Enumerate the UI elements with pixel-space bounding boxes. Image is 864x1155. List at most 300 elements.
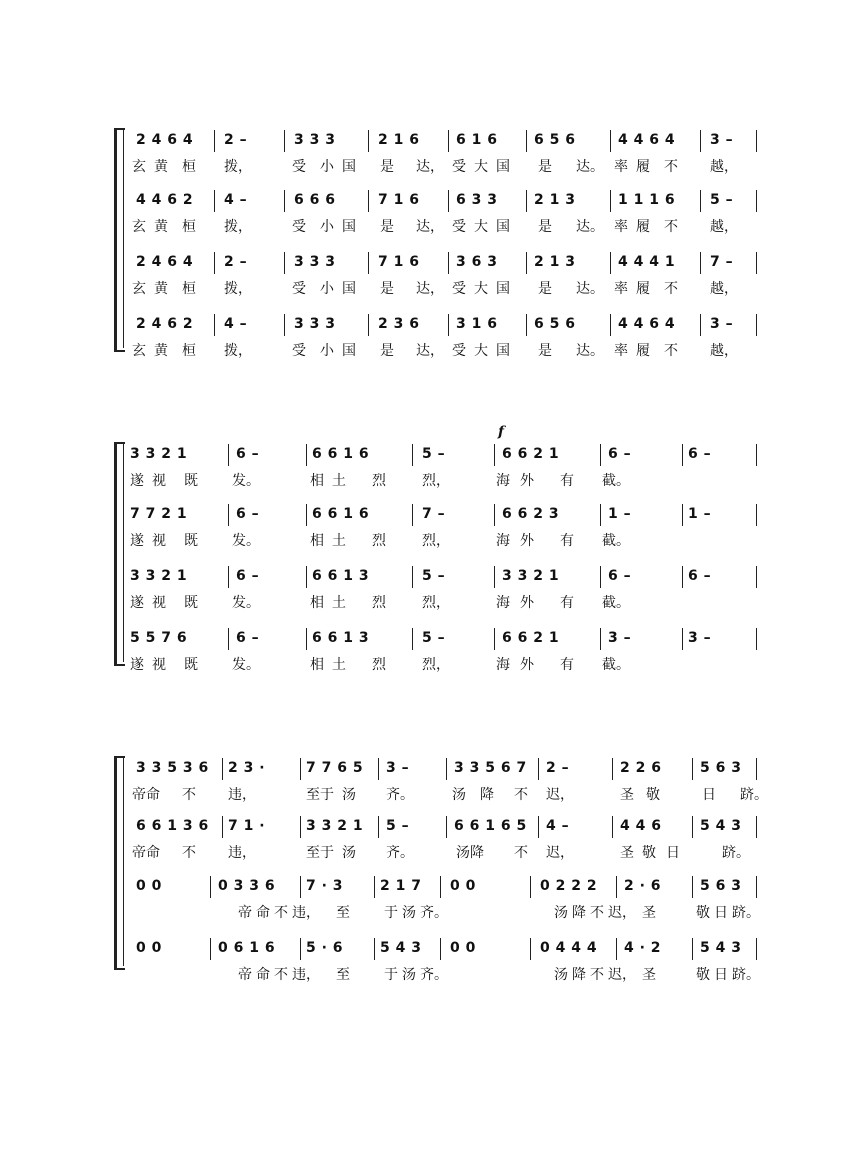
lyric: 于	[384, 967, 398, 983]
lyric: 黄	[154, 281, 168, 297]
lyric: 圣	[620, 787, 634, 803]
measure: 6 –	[688, 446, 712, 462]
measure: 2 1 7	[380, 878, 422, 894]
measure: 6 6 1 3 6	[136, 818, 209, 834]
measure: 1 1 1 6	[618, 192, 676, 208]
lyric: 遂	[130, 595, 144, 611]
measure: 2 –	[224, 132, 248, 148]
measure: 6 –	[236, 446, 260, 462]
lyric: 至于	[306, 845, 334, 861]
lyric: 烈，	[422, 657, 450, 673]
lyric: 汤	[554, 905, 568, 921]
measure: 6 –	[236, 568, 260, 584]
lyric: 烈，	[422, 595, 450, 611]
measure: 3 3 5 3 6	[136, 760, 209, 776]
measure: 5 4 3	[380, 940, 422, 956]
measure: 0 3 3 6	[218, 878, 276, 894]
lyric: 拨，	[224, 159, 252, 175]
lyric: 不	[590, 967, 604, 983]
measure: 3 3 3	[294, 254, 336, 270]
lyric: 国	[342, 343, 356, 359]
measure: 5 –	[422, 446, 446, 462]
lyric: 达，	[416, 281, 444, 297]
lyric: 受	[292, 219, 306, 235]
lyric: 越，	[710, 219, 738, 235]
measure: 3 6 3	[456, 254, 498, 270]
system-3	[118, 756, 768, 996]
lyric: 日	[714, 905, 728, 921]
lyric: 截。	[602, 657, 630, 673]
lyric: 小	[320, 219, 334, 235]
lyric: 国	[342, 219, 356, 235]
lyric: 率	[614, 281, 628, 297]
lyric: 土	[332, 657, 346, 673]
lyric: 海	[496, 595, 510, 611]
lyric: 违，	[228, 845, 256, 861]
measure: 6 6 1 6	[312, 446, 370, 462]
measure: 3 –	[710, 132, 734, 148]
lyric: 齐。	[386, 787, 414, 803]
measure: 6 6 6	[294, 192, 336, 208]
lyric: 受	[292, 159, 306, 175]
measure: 6 –	[236, 630, 260, 646]
lyric: 跻。	[732, 967, 760, 983]
lyric: 命	[256, 967, 270, 983]
voice-line-1	[130, 128, 758, 190]
measure: 6 6 1 6 5	[454, 818, 527, 834]
lyric: 既	[184, 533, 198, 549]
lyric: 遂	[130, 657, 144, 673]
lyric: 不	[182, 787, 196, 803]
lyric: 视	[152, 595, 166, 611]
measure: 6 5 6	[534, 132, 576, 148]
lyric: 黄	[154, 159, 168, 175]
measure: 5 6 3	[700, 760, 742, 776]
lyric: 汤	[402, 967, 416, 983]
lyric: 不	[664, 219, 678, 235]
lyrics-row	[130, 902, 758, 924]
lyric: 玄	[132, 343, 146, 359]
lyric: 不	[664, 281, 678, 297]
lyric: 不	[514, 787, 528, 803]
measure: 0 0	[136, 940, 162, 956]
lyric: 汤	[554, 967, 568, 983]
lyric: 国	[496, 219, 510, 235]
measure: 7 7 2 1	[130, 506, 188, 522]
lyric: 越，	[710, 281, 738, 297]
lyric: 国	[342, 281, 356, 297]
dynamic-forte-mark: f	[498, 424, 505, 440]
measure: 2 –	[224, 254, 248, 270]
measure: 0 6 1 6	[218, 940, 276, 956]
measure: 6 5 6	[534, 316, 576, 332]
lyric: 达。	[576, 343, 604, 359]
lyric: 汤降	[456, 845, 484, 861]
measure: 3 –	[710, 316, 734, 332]
voice-line-4	[130, 312, 758, 374]
lyric: 迟，	[608, 967, 636, 983]
measure: 0 0	[450, 940, 476, 956]
lyric: 国	[496, 159, 510, 175]
lyric: 受	[452, 159, 466, 175]
lyric: 是	[380, 219, 394, 235]
measure: 5 6 3	[700, 878, 742, 894]
lyric: 黄	[154, 343, 168, 359]
lyric: 遂	[130, 533, 144, 549]
lyric: 受	[292, 343, 306, 359]
lyric: 小	[320, 281, 334, 297]
measure: 4 · 2	[624, 940, 662, 956]
lyric: 国	[496, 281, 510, 297]
lyric: 是	[538, 219, 552, 235]
lyric: 海	[496, 473, 510, 489]
lyric: 截。	[602, 473, 630, 489]
measure: 2 2 6	[620, 760, 662, 776]
lyric: 遂	[130, 473, 144, 489]
lyrics-row	[130, 842, 758, 864]
lyrics-row	[130, 592, 758, 614]
measure: 2 4 6 2	[136, 316, 194, 332]
lyric: 玄	[132, 159, 146, 175]
measure: 4 4 6 2	[136, 192, 194, 208]
lyric: 圣	[620, 845, 634, 861]
lyric: 迟，	[546, 787, 574, 803]
lyric: 桓	[182, 219, 196, 235]
notation-row	[130, 756, 758, 782]
measure: 4 4 6 4	[618, 316, 676, 332]
measure: 2 4 6 4	[136, 254, 194, 270]
lyric: 黄	[154, 219, 168, 235]
lyric: 外	[520, 657, 534, 673]
lyric: 土	[332, 595, 346, 611]
lyric: 至	[336, 967, 350, 983]
lyric: 违，	[228, 787, 256, 803]
measure: 4 4 4 1	[618, 254, 676, 270]
lyric: 日	[666, 845, 680, 861]
lyric: 外	[520, 533, 534, 549]
lyrics-row	[130, 156, 758, 178]
lyric: 跻。	[732, 905, 760, 921]
lyric: 日	[702, 787, 716, 803]
lyric: 达，	[416, 343, 444, 359]
notation-row	[130, 502, 758, 528]
lyric: 截。	[602, 595, 630, 611]
measure: 7 –	[710, 254, 734, 270]
measure: 6 –	[608, 446, 632, 462]
lyric: 有	[560, 473, 574, 489]
lyric: 有	[560, 657, 574, 673]
lyric: 海	[496, 533, 510, 549]
lyric: 既	[184, 657, 198, 673]
measure: 0 0	[136, 878, 162, 894]
system-barline	[123, 756, 124, 966]
measure: 1 –	[688, 506, 712, 522]
notation-row	[130, 188, 758, 214]
measure: 4 –	[224, 192, 248, 208]
measure: 4 4 6	[620, 818, 662, 834]
lyric: 截。	[602, 533, 630, 549]
notation-row	[130, 250, 758, 276]
lyrics-row	[130, 784, 768, 806]
lyric: 达，	[416, 159, 444, 175]
lyric: 率	[614, 159, 628, 175]
lyric: 履	[636, 219, 650, 235]
lyric: 汤	[342, 845, 356, 861]
lyric: 敬	[646, 787, 660, 803]
lyric: 履	[636, 281, 650, 297]
measure: 7 –	[422, 506, 446, 522]
measure: 1 –	[608, 506, 632, 522]
lyric: 帝命	[132, 787, 160, 803]
lyric: 土	[332, 473, 346, 489]
measure: 3 –	[688, 630, 712, 646]
measure: 3 3 3	[294, 132, 336, 148]
voice-line-3	[130, 874, 758, 936]
lyric: 烈	[372, 657, 386, 673]
lyrics-row	[130, 340, 758, 362]
lyric: 率	[614, 343, 628, 359]
measure: 3 –	[608, 630, 632, 646]
lyric: 汤	[342, 787, 356, 803]
measure: 5 –	[710, 192, 734, 208]
lyric: 大	[474, 281, 488, 297]
measure: 6 –	[236, 506, 260, 522]
lyric: 不	[664, 159, 678, 175]
lyric: 桓	[182, 343, 196, 359]
measure: 3 3 2 1	[130, 568, 188, 584]
notation-row	[130, 814, 758, 840]
lyric: 不	[182, 845, 196, 861]
lyric: 敬	[696, 905, 710, 921]
lyric: 跻。	[722, 845, 750, 861]
lyric: 是	[380, 159, 394, 175]
lyrics-row	[130, 470, 758, 492]
lyric: 外	[520, 595, 534, 611]
lyric: 发。	[232, 657, 260, 673]
measure: 3 3 2 1	[306, 818, 364, 834]
lyric: 跻。	[740, 787, 768, 803]
measure: 7 1 6	[378, 192, 420, 208]
measure: 2 3 6	[378, 316, 420, 332]
lyric: 越，	[710, 159, 738, 175]
lyric: 大	[474, 159, 488, 175]
lyric: 不	[590, 905, 604, 921]
lyric: 大	[474, 343, 488, 359]
measure: 3 3 2 1	[502, 568, 560, 584]
lyric: 受	[452, 219, 466, 235]
notation-row	[130, 128, 758, 154]
notation-row	[130, 874, 758, 900]
lyric: 既	[184, 473, 198, 489]
measure: 2 1 3	[534, 254, 576, 270]
measure: 5 5 7 6	[130, 630, 188, 646]
system-barline	[123, 442, 124, 662]
lyric: 日	[714, 967, 728, 983]
measure: 7 · 3	[306, 878, 344, 894]
lyric: 发。	[232, 473, 260, 489]
measure: 6 6 2 3	[502, 506, 560, 522]
measure: 4 4 6 4	[618, 132, 676, 148]
lyric: 履	[636, 159, 650, 175]
lyric: 受	[292, 281, 306, 297]
lyrics-row	[130, 278, 758, 300]
lyric: 有	[560, 595, 574, 611]
measure: 0 4 4 4	[540, 940, 598, 956]
lyric: 圣	[642, 905, 656, 921]
lyric: 土	[332, 533, 346, 549]
lyric: 烈	[372, 533, 386, 549]
voice-line-2	[130, 814, 758, 876]
system-barline	[123, 128, 124, 348]
lyric: 是	[538, 159, 552, 175]
lyric: 不	[274, 967, 288, 983]
lyric: 达。	[576, 219, 604, 235]
lyrics-row	[130, 216, 758, 238]
lyric: 相	[310, 473, 324, 489]
measure: 5 –	[422, 630, 446, 646]
lyric: 命	[256, 905, 270, 921]
voice-line-2	[130, 188, 758, 250]
lyric: 达。	[576, 159, 604, 175]
lyric: 相	[310, 595, 324, 611]
lyric: 玄	[132, 281, 146, 297]
measure: 6 6 2 1	[502, 630, 560, 646]
measure: 3 –	[386, 760, 410, 776]
measure: 6 6 2 1	[502, 446, 560, 462]
lyric: 拨，	[224, 343, 252, 359]
notation-row	[130, 442, 758, 468]
lyric: 违，	[292, 905, 320, 921]
measure: 3 3 5 6 7	[454, 760, 527, 776]
measure: 6 3 3	[456, 192, 498, 208]
notation-row	[130, 312, 758, 338]
lyric: 海	[496, 657, 510, 673]
lyric: 越，	[710, 343, 738, 359]
lyric: 是	[538, 343, 552, 359]
lyric: 迟，	[608, 905, 636, 921]
lyric: 拨，	[224, 281, 252, 297]
notation-row	[130, 936, 758, 962]
measure: 2 1 6	[378, 132, 420, 148]
lyric: 圣	[642, 967, 656, 983]
lyric: 敬	[696, 967, 710, 983]
notation-row	[130, 626, 758, 652]
lyric: 率	[614, 219, 628, 235]
lyric: 齐。	[420, 905, 448, 921]
measure: 6 –	[608, 568, 632, 584]
lyric: 履	[636, 343, 650, 359]
lyric: 敬	[642, 845, 656, 861]
measure: 2 –	[546, 760, 570, 776]
measure: 5 4 3	[700, 940, 742, 956]
measure: 5 · 6	[306, 940, 344, 956]
system-2	[118, 442, 758, 682]
lyric: 帝	[238, 905, 252, 921]
voice-line-1	[130, 756, 768, 818]
lyric: 是	[380, 281, 394, 297]
lyric: 国	[342, 159, 356, 175]
lyric: 相	[310, 533, 324, 549]
measure: 5 –	[422, 568, 446, 584]
measure: 2 3 ·	[228, 760, 266, 776]
lyric: 不	[274, 905, 288, 921]
lyric: 烈，	[422, 533, 450, 549]
lyric: 齐。	[420, 967, 448, 983]
lyric: 帝	[238, 967, 252, 983]
measure: 2 1 3	[534, 192, 576, 208]
measure: 0 2 2 2	[540, 878, 598, 894]
lyric: 拨，	[224, 219, 252, 235]
system-1	[118, 128, 758, 360]
measure: 5 4 3	[700, 818, 742, 834]
lyric: 汤	[402, 905, 416, 921]
lyric: 小	[320, 343, 334, 359]
lyric: 齐。	[386, 845, 414, 861]
lyric: 烈	[372, 595, 386, 611]
lyrics-row	[130, 964, 758, 986]
lyric: 帝命	[132, 845, 160, 861]
notation-row	[130, 564, 758, 590]
lyric: 视	[152, 657, 166, 673]
measure: 2 4 6 4	[136, 132, 194, 148]
lyric: 发。	[232, 595, 260, 611]
lyric: 至于	[306, 787, 334, 803]
lyric: 有	[560, 533, 574, 549]
lyric: 相	[310, 657, 324, 673]
measure: 6 6 1 3	[312, 568, 370, 584]
lyric: 受	[452, 281, 466, 297]
lyric: 桓	[182, 159, 196, 175]
measure: 6 6 1 6	[312, 506, 370, 522]
voice-line-2	[130, 502, 758, 564]
lyric: 视	[152, 473, 166, 489]
lyric: 不	[664, 343, 678, 359]
measure: 6 –	[688, 568, 712, 584]
voice-line-4	[130, 626, 758, 688]
lyric: 是	[538, 281, 552, 297]
lyric: 至	[336, 905, 350, 921]
measure: 6 1 6	[456, 132, 498, 148]
lyric: 发。	[232, 533, 260, 549]
lyric: 视	[152, 533, 166, 549]
lyric: 玄	[132, 219, 146, 235]
voice-line-3	[130, 564, 758, 626]
measure: 5 –	[386, 818, 410, 834]
lyric: 汤	[452, 787, 466, 803]
lyrics-row	[130, 530, 758, 552]
measure: 7 1 6	[378, 254, 420, 270]
lyric: 桓	[182, 281, 196, 297]
lyric: 大	[474, 219, 488, 235]
lyric: 违，	[292, 967, 320, 983]
lyric: 迟，	[546, 845, 574, 861]
voice-line-1	[130, 442, 758, 504]
lyric: 小	[320, 159, 334, 175]
measure: 4 –	[546, 818, 570, 834]
measure: 3 3 3	[294, 316, 336, 332]
lyric: 外	[520, 473, 534, 489]
lyric: 降	[572, 905, 586, 921]
lyric: 于	[384, 905, 398, 921]
lyric: 不	[514, 845, 528, 861]
lyric: 降	[572, 967, 586, 983]
lyric: 受	[452, 343, 466, 359]
measure: 4 –	[224, 316, 248, 332]
voice-line-3	[130, 250, 758, 312]
measure: 3 1 6	[456, 316, 498, 332]
lyric: 国	[496, 343, 510, 359]
lyric: 既	[184, 595, 198, 611]
